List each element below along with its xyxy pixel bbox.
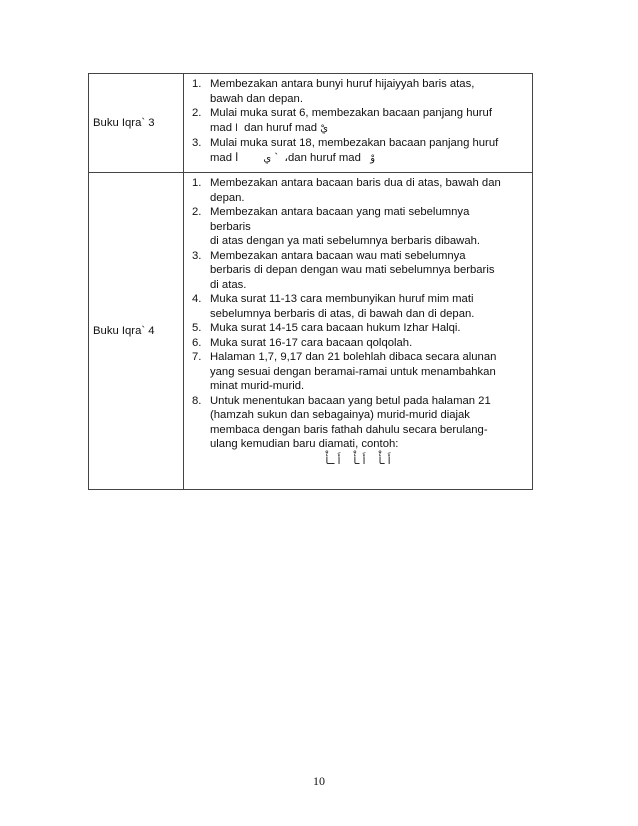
item-number: 3. [192, 249, 202, 262]
item-line: Halaman 1,7, 9,17 dan 21 bolehlah dibaca secara alunan [210, 351, 497, 363]
item-line: di atas. [210, 278, 247, 291]
item-text [210, 292, 528, 321]
arabic-letter: يْ [320, 122, 329, 134]
item-text [210, 176, 528, 205]
arabic-example-word: أَ ـأْ [378, 455, 391, 467]
item-line: Membezakan antara bunyi huruf hijaiyyah baris atas, [210, 78, 475, 90]
table-row [89, 74, 533, 173]
item-number: 1. [192, 177, 202, 189]
list-item [188, 336, 528, 351]
item-text [210, 394, 528, 452]
item-line [210, 121, 528, 137]
arabic-letter: ي [263, 152, 272, 164]
item-line: ulang kemudian baru diamati, contoh: [210, 438, 399, 450]
row-label: Buku Iqra` 3 [89, 74, 184, 173]
item-number: 4. [192, 293, 202, 305]
item-line: Membezakan antara bacaan baris dua di atas, bawah dan [210, 177, 501, 189]
item-number: 2. [192, 206, 202, 218]
item-number: 5. [192, 322, 202, 334]
row-content [184, 74, 533, 173]
item-line: Muka surat 14-15 cara bacaan hukum Izhar Halqi. [210, 322, 461, 334]
list-item [188, 176, 528, 205]
table-row [89, 173, 533, 490]
item-line: berbaris [210, 220, 251, 233]
item-line: sebelumnya berbaris di atas, di bawah dan di depan. [210, 307, 475, 320]
item-line: Muka surat 16-17 cara bacaan qolqolah. [210, 336, 413, 349]
item-text [210, 336, 528, 351]
item-line: Mulai muka surat 6, membezakan bacaan panjang huruf [210, 107, 492, 119]
arabic-example [188, 454, 528, 484]
item-line: Untuk menentukan bacaan yang betul pada halaman 21 [210, 394, 491, 407]
arabic-example-word: أَ ـأْ [353, 455, 366, 467]
list-item [188, 394, 528, 452]
item-text [210, 321, 528, 336]
item-line: Membezakan antara bacaan wau mati sebelumnya [210, 249, 466, 262]
item-line: membaca dengan baris fathah dahulu secara berulang- [210, 423, 488, 436]
item-line: Muka surat 11-13 cara membunyikan huruf mim mati [210, 293, 474, 305]
item-line: bawah dan depan. [210, 92, 303, 105]
arabic-letter: وْ [370, 152, 376, 164]
list-item [188, 249, 528, 293]
row-label: Buku Iqra` 4 [89, 173, 184, 490]
list-item [188, 106, 528, 136]
list-item [188, 205, 528, 249]
item-line: yang sesuai dengan beramai-ramai untuk menambahkan [210, 365, 496, 378]
item-number: 8. [192, 394, 202, 407]
item-text [210, 249, 528, 293]
item-text [210, 205, 528, 249]
item-line-part: ا ` ،dan huruf mad [235, 151, 371, 164]
arabic-letter: ا [235, 122, 238, 134]
item-line: Mulai muka surat 18, membezakan bacaan panjang huruf [210, 137, 499, 149]
item-line-part: mad [210, 151, 236, 164]
item-number: 3. [192, 137, 202, 149]
item-number: 1. [192, 78, 202, 90]
list-item [188, 77, 528, 106]
item-line: Membezakan antara bacaan yang mati sebelumnya [210, 206, 470, 218]
list-item [188, 292, 528, 321]
item-list [188, 176, 528, 452]
item-line-part: dan huruf mad [237, 121, 321, 134]
item-line: depan. [210, 191, 245, 204]
item-number: 6. [192, 336, 202, 349]
item-line [210, 151, 528, 167]
item-number: 2. [192, 107, 202, 119]
list-item [188, 350, 528, 394]
item-line: di atas dengan ya mati sebelumnya berbaris dibawah. [210, 235, 481, 247]
item-line: minat murid-murid. [210, 380, 305, 392]
page-number: 10 [313, 774, 325, 788]
item-list [188, 77, 528, 166]
iqra-table [88, 73, 533, 490]
list-item [188, 321, 528, 336]
item-line: berbaris di depan dengan wau mati sebelumnya berbaris [210, 264, 495, 276]
row-content [184, 173, 533, 490]
item-number: 7. [192, 351, 202, 363]
item-line: (hamzah sukun dan sebagainya) murid-murid diajak [210, 409, 470, 421]
item-text [210, 136, 528, 166]
item-text [210, 350, 528, 394]
arabic-example-word: أَ ــأْ [325, 455, 341, 467]
item-line-part: mad [210, 121, 236, 134]
list-item [188, 136, 528, 166]
item-text [210, 106, 528, 136]
item-text [210, 77, 528, 106]
